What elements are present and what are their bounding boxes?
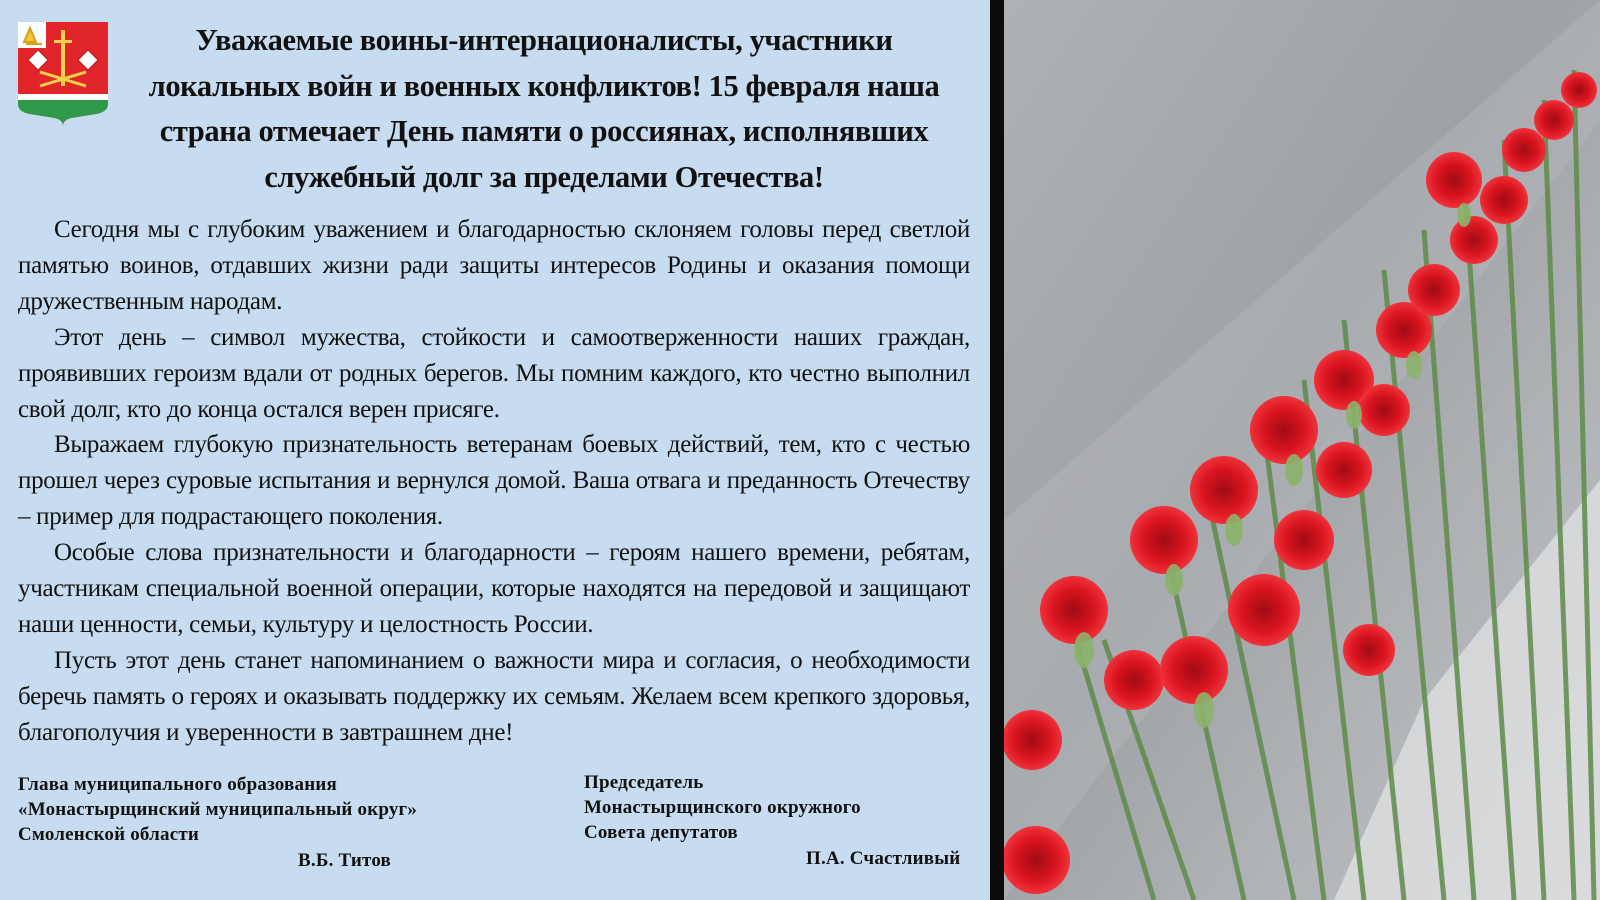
carnations-illustration <box>1004 0 1600 900</box>
red-carnations-photo <box>1004 0 1600 900</box>
signature-left-line: Смоленской области <box>18 824 200 845</box>
paragraph-1: Сегодня мы с глубоким уважением и благодарностью склоняем головы перед светлой памятью воинов, отдавших жизни ради защиты интересов Родины и оказания помощи дружественным народам. <box>18 216 970 315</box>
signature-right-position <box>584 770 861 845</box>
paragraph-3: Выражаем глубокую признательность ветеранам боевых действий, тем, кто с честью прошел через суровые испытания и вернулся домой. Ваша отвага и преданность Отечеству – пример для подрастающего поколения. <box>18 431 970 531</box>
paragraph-4: Особые слова признательности и благодарности – героям нашего времени, ребятам, участникам специальной военной операции, которые находятся на передовой и защищают наши ценности, семьи, культуру и целостность России. <box>18 539 970 638</box>
coat-of-arms-icon <box>16 20 110 128</box>
paragraph-5: Пусть этот день станет напоминанием о важности мира и согласия, о необходимости беречь память о героях и оказывать поддержку их семьям. Желаем всем крепкого здоровья, благополучия и уверенности в завтрашнем дне! <box>18 646 970 746</box>
signature-right-name: П.А. Счастливый <box>806 848 961 869</box>
signature-right-line: Совета депутатов <box>584 822 738 843</box>
greeting-title: Уважаемые воины-интернационалисты, участники локальных войн и военных конфликтов! 15 февраля наша страна отмечает День памяти о россиянах, исполнявших служебный долг за пределами Отечества! <box>148 23 940 194</box>
signature-left-position <box>18 772 417 847</box>
signature-right-line: Монастырщинского окружного <box>584 797 861 818</box>
signature-left-name: В.Б. Титов <box>298 850 392 871</box>
signature-left-line: Глава муниципального образования <box>18 774 337 795</box>
divider-bar <box>990 0 1004 900</box>
paragraph-2: Этот день – символ мужества, стойкости и самоотверженности наших граждан, проявивших героизм вдали от родных берегов. Мы помним каждого, кто честно выполнил свой долг, кто до конца остался верен присяге. <box>18 323 970 423</box>
signature-right-line: Председатель <box>584 772 704 793</box>
signature-left-line: «Монастырщинский муниципальный округ» <box>18 799 418 820</box>
greeting-body <box>18 212 970 751</box>
